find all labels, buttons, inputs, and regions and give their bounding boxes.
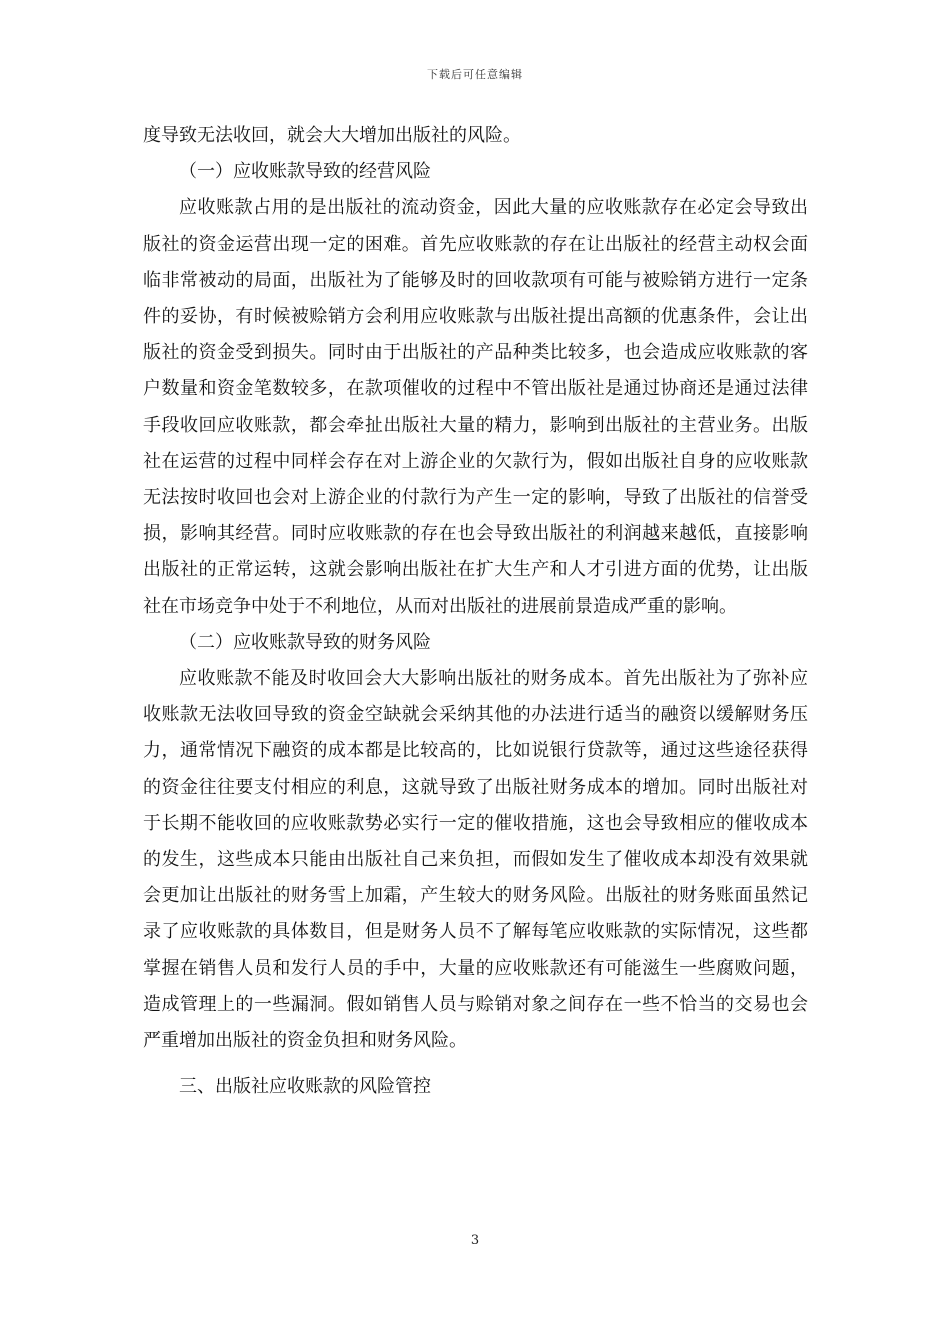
page-header: 下载后可任意编辑 [427,68,523,81]
page-number: 3 [470,1233,480,1248]
paragraph-financial-risk: 应收账款不能及时收回会大大影响出版社的财务成本。首先出版社为了弥补应收账款无法收回导致的资金空缺就会采纳其他的办法进行适当的融资以缓解财务压力，通常情况下融资的成本都是比较高的，比如说银行贷款等，通过这些途径获得的资金往往要支付相应的利息，这就导致了出版社财务成本的增加。同时出版社对于长期不能收回的应收账款势必实行一定的催收措施，这也会导致相应的催收成本的发生，这些成本只能由出版社自己来负担，而假如发生了催收成本却没有效果就会更加让出版社的财务雪上加霜，产生较大的财务风险。出版社的财务账面虽然记录了应收账款的具体数目，但是财务人员不了解每笔应收账款的实际情况，这些都掌握在销售人员和发行人员的手中，大量的应收账款还有可能滋生一些腐败问题，造成管理上的一些漏洞。假如销售人员与赊销对象之间存在一些不恰当的交易也会严重增加出版社的资金负担和财务风险。 [143,668,808,1052]
subheading-financial-risk: （二）应收账款导致的财务风险 [179,631,431,653]
paragraph-operating-risk: 应收账款占用的是出版社的流动资金，因此大量的应收账款存在必定会导致出版社的资金运营出现一定的困难。首先应收账款的存在让出版社的经营主动权会面临非常被动的局面，出版社为了能够及时的回收款项有可能与被赊销方进行一定条件的妥协，有时候被赊销方会利用应收账款与出版社提出高额的优惠条件，会让出版社的资金受到损失。同时由于出版社的产品种类比较多，也会造成应收账款的客户数量和资金笔数较多，在款项催收的过程中不管出版社是通过协商还是通过法律手段收回应收账款，都会牵扯出版社大量的精力，影响到出版社的主营业务。出版社在运营的过程中同样会存在对上游企业的欠款行为，假如出版社自身的应收账款无法按时收回也会对上游企业的付款行为产生一定的影响，导致了出版社的信誉受损，影响其经营。同时应收账款的存在也会导致出版社的利润越来越低，直接影响出版社的正常运转，这就会影响出版社在扩大生产和人才引进方面的优势，让出版社在市场竞争中处于不利地位，从而对出版社的进展前景造成严重的影响。 [143,197,808,617]
paragraph-continued: 度导致无法收回，就会大大增加出版社的风险。 [143,125,521,146]
document-body [143,118,808,1105]
section-heading-risk-control: 三、出版社应收账款的风险管控 [179,1076,431,1098]
subheading-operating-risk: （一）应收账款导致的经营风险 [179,161,431,183]
